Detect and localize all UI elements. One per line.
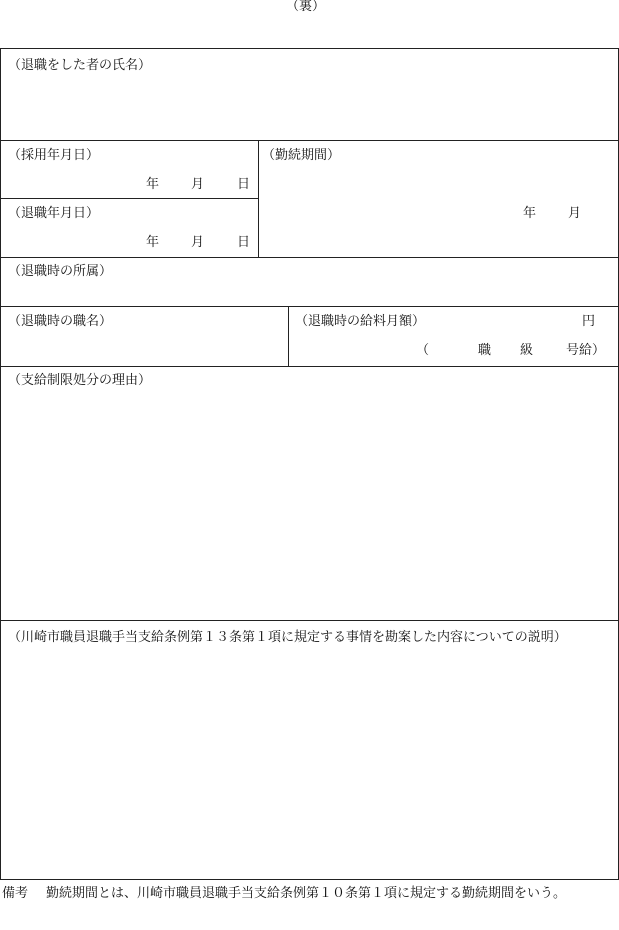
salary-label: （退職時の給料月額） [295, 314, 426, 329]
retiree-name-field[interactable] [10, 82, 610, 134]
page-side-label: （裏） [286, 0, 326, 14]
salary-grade-open-paren: （ [416, 343, 430, 358]
hire-date-month-unit: 月 [191, 177, 205, 192]
service-period-label: （勤続期間） [262, 148, 341, 163]
affiliation-label: （退職時の所属） [8, 264, 113, 279]
divider-reason-bottom [0, 620, 619, 621]
position-label: （退職時の職名） [8, 314, 113, 329]
note-prefix: 備考 [2, 886, 29, 901]
divider-dates-middle [0, 198, 258, 199]
divider-position-vertical [288, 306, 289, 366]
service-period-year-unit: 年 [523, 206, 537, 221]
salary-kyu-unit: 級 [520, 343, 534, 358]
divider-position-bottom [0, 366, 619, 367]
divider-dates-bottom [0, 257, 619, 258]
note-text-content: 勤続期間とは、川崎市職員退職手当支給条例第１０条第１項に規定する勤続期間をいう。 [46, 886, 567, 901]
salary-gokyu-unit: 号給） [566, 343, 606, 358]
retiree-name-label: （退職をした者の氏名） [8, 58, 152, 73]
explanation-label: （川崎市職員退職手当支給条例第１３条第１項に規定する事情を勘案した内容についての説明） [8, 630, 567, 645]
divider-affiliation-bottom [0, 306, 619, 307]
salary-yen-unit: 円 [582, 314, 596, 329]
retire-date-day-unit: 日 [237, 235, 251, 250]
form-table [0, 48, 619, 880]
retire-date-label: （退職年月日） [8, 206, 100, 221]
service-period-month-unit: 月 [568, 206, 582, 221]
retire-date-year-unit: 年 [146, 235, 160, 250]
hire-date-year-unit: 年 [146, 177, 160, 192]
salary-shoku-unit: 職 [478, 343, 492, 358]
hire-date-label: （採用年月日） [8, 148, 100, 163]
note-text [30, 880, 616, 908]
hire-date-day-unit: 日 [237, 177, 251, 192]
divider-name-bottom [0, 140, 619, 141]
retire-date-month-unit: 月 [191, 235, 205, 250]
restriction-reason-label: （支給制限処分の理由） [8, 373, 152, 388]
divider-dates-vertical [258, 140, 259, 257]
